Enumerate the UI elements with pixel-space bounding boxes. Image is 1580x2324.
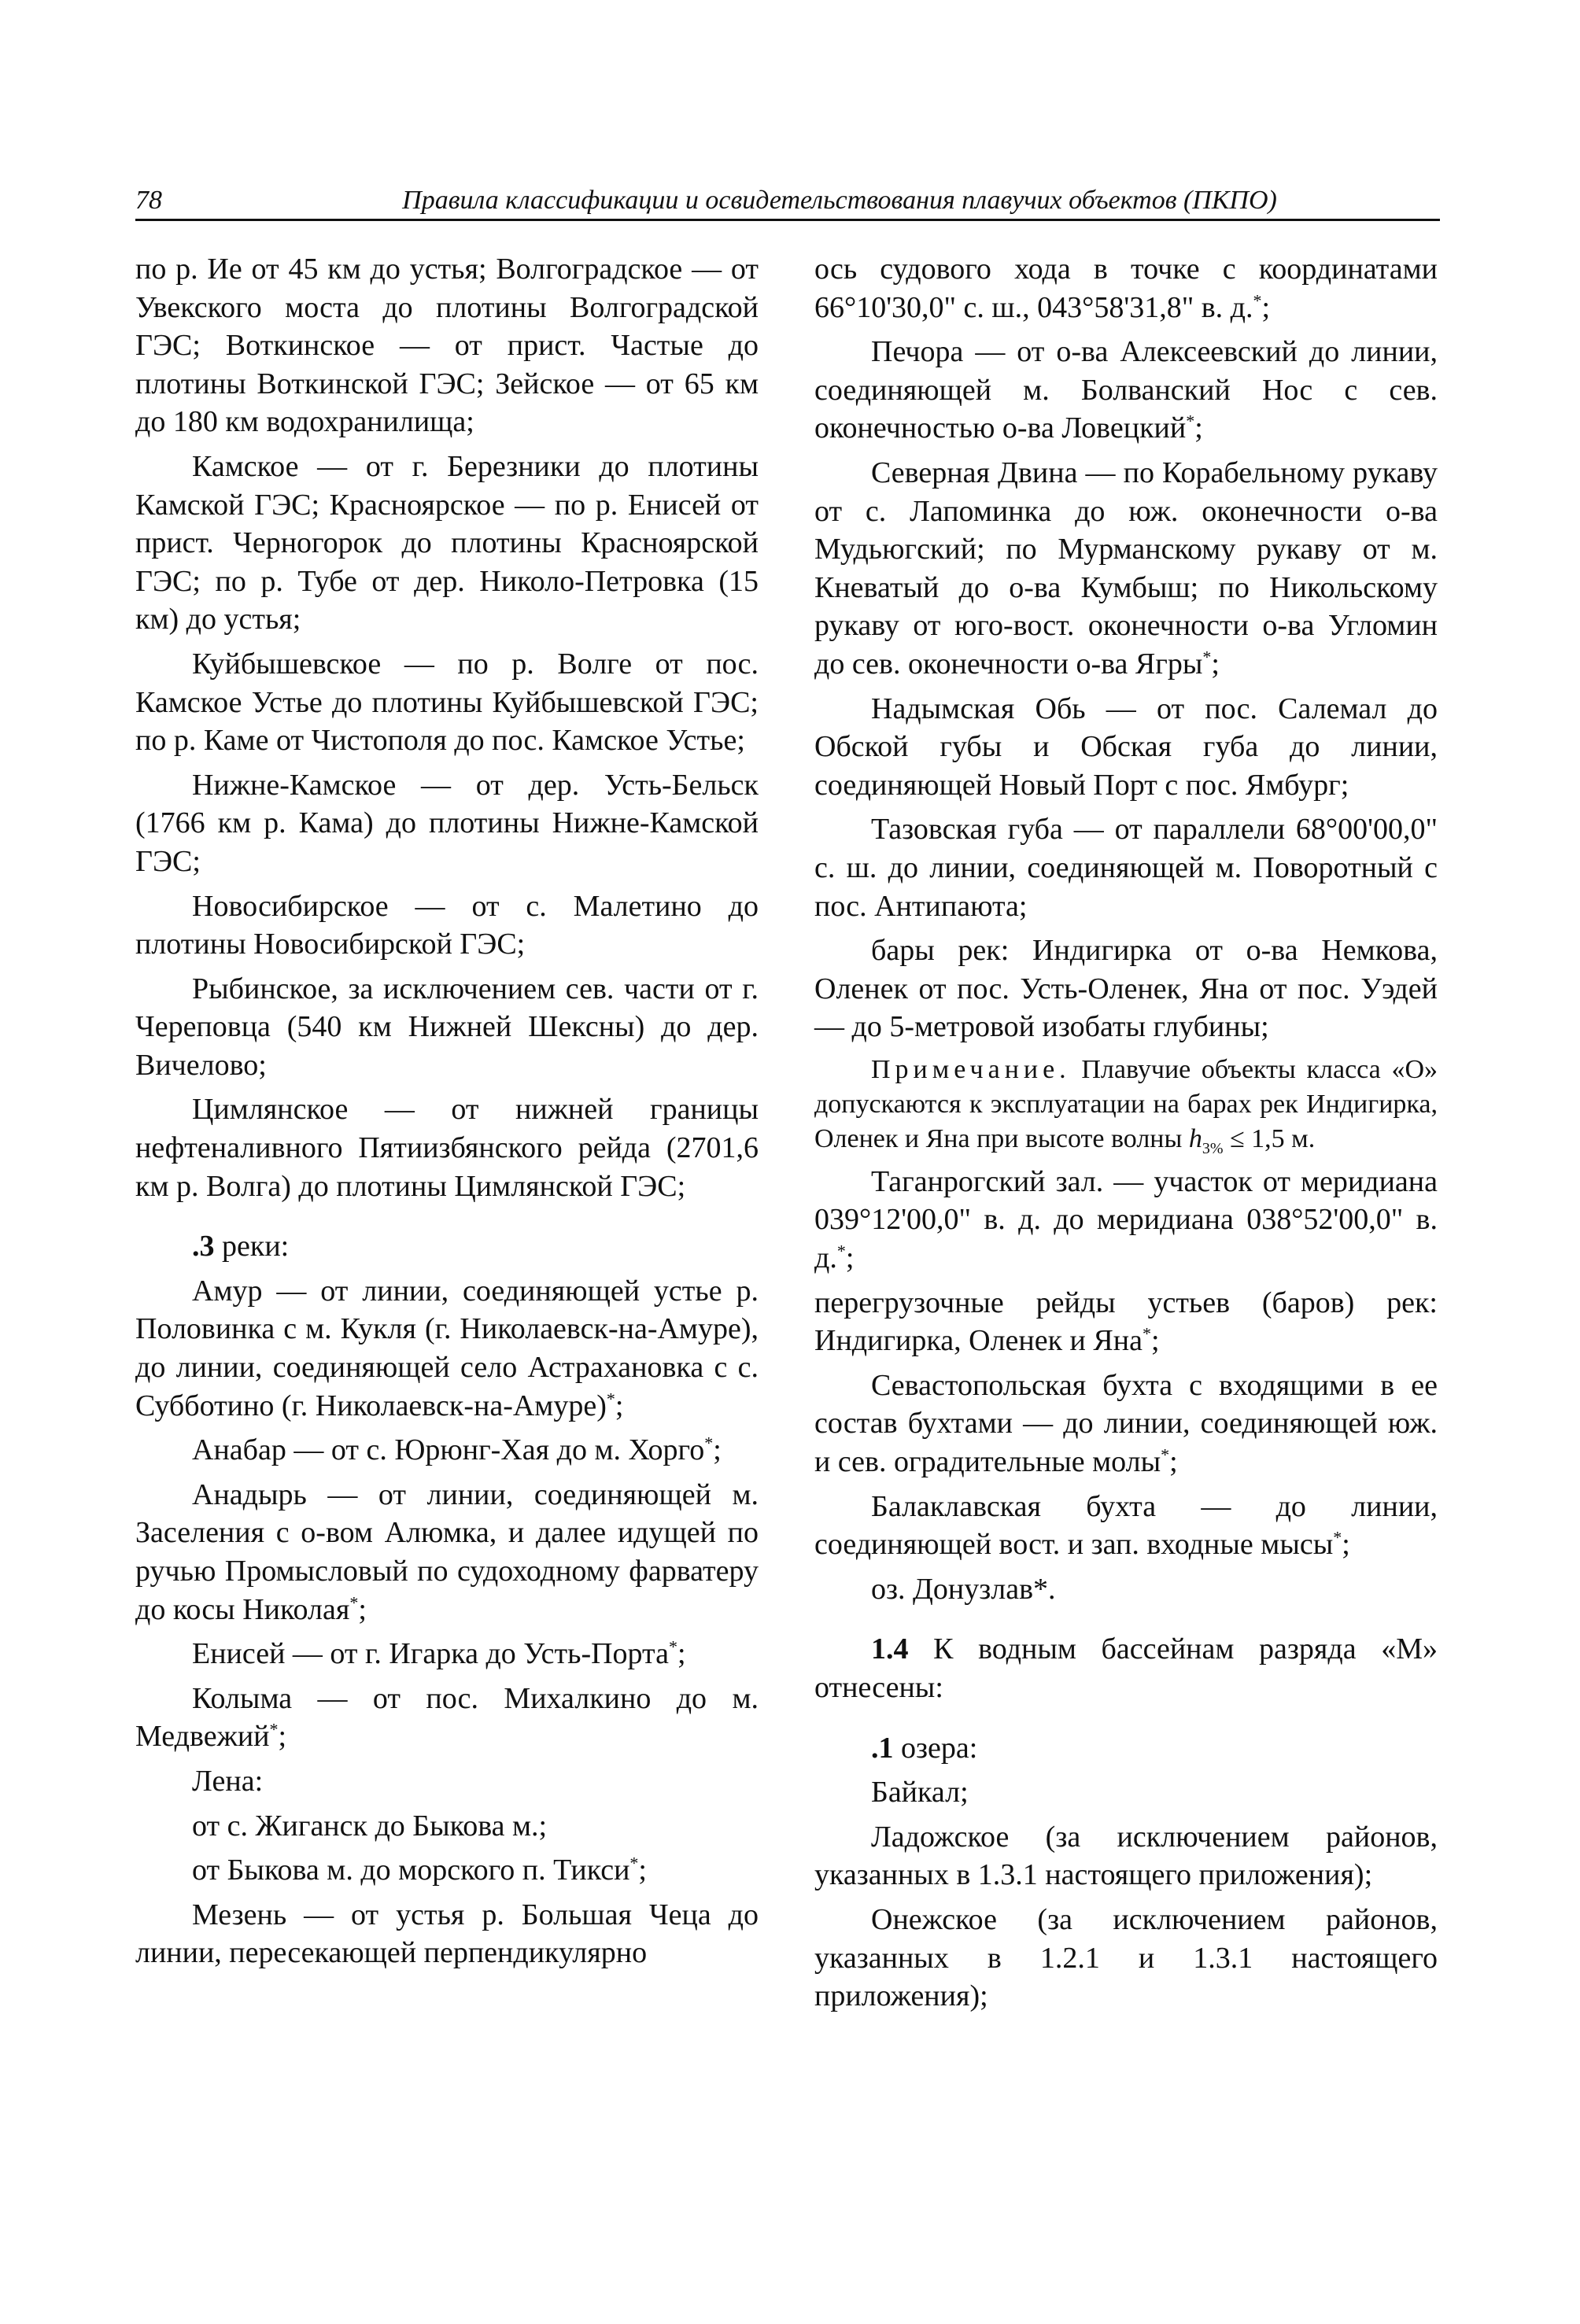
paragraph-kamskoe: Камское — от г. Березники до плотины Камской ГЭС; Красноярское — по р. Енисей от прист. Черногорок до плотины Красноярской ГЭС; по р. Тубе от дер. Николо-Петровка (15 км) до устья;	[135, 449, 759, 636]
paragraph-severnaya-dvina: Северная Двина — по Корабельному рукаву от с. Лапоминка до юж. оконечности о-ва Мудьюгский; по Мурманскому рукаву от м. Кневатый до о-ва Кумбыш; по Никольскому рукаву от юго-вост. оконечности о-ва Угломин до сев. оконечности о-ва Ягры*;	[814, 456, 1438, 681]
paragraph-taz: Тазовская губа — от параллели 68°00'00,0" с. ш. до линии, соединяющей м. Поворотный с пос. Антипаюта;	[814, 813, 1438, 923]
subsection-label: реки:	[214, 1230, 290, 1263]
left-column	[135, 250, 759, 1979]
paragraph-lena: Лена:	[192, 1764, 264, 1798]
paragraph-pechora: Печора — от о-ва Алексеевский до линии, соединяющей м. Болванский Нос с сев. оконечностью о-ва Ловецкий*;	[814, 335, 1438, 445]
right-column	[814, 250, 1438, 2022]
subsection-number: .1	[871, 1731, 894, 1765]
paragraph-bars: бары рек: Индигирка от о-ва Немкова, Оленек от пос. Усть-Оленек, Яна от пос. Уэдей — до 5-метровой изобаты глубины;	[814, 934, 1438, 1044]
subsection-number: .3	[192, 1230, 215, 1263]
paragraph-balaklava: Балаклавская бухта — до линии, соединяющей вост. и зап. входные мысы*;	[814, 1489, 1438, 1562]
paragraph-nadym: Надымская Обь — от пос. Салемал до Обской губы и Обская губа до линии, соединяющей Новый Порт с пос. Ямбург;	[814, 692, 1438, 802]
subsection-rivers	[135, 1227, 759, 1266]
paragraph-lena-2: от Быкова м. до морского п. Тикси*;	[192, 1853, 647, 1887]
running-header	[135, 183, 1440, 221]
paragraph-kolyma: Колыма — от пос. Михалкино до м. Медвежий*;	[135, 1681, 759, 1754]
paragraph-mezen-continued: ось судового хода в точке с координатами 66°10'30,0" с. ш., 043°58'31,8" в. д.*;	[814, 253, 1438, 324]
paragraph-baikal: Байкал;	[871, 1776, 969, 1809]
running-title: Правила классификации и освидетельствования плавучих объектов (ПКПО)	[402, 186, 1277, 215]
paragraph-mezen: Мезень — от устья р. Большая Чеца до линии, пересекающей перпендикулярно	[135, 1898, 759, 1970]
paragraph-volgograd: по р. Ие от 45 км до устья; Волгоградское — от Увекского моста до плотины Волгоградской ГЭС; Воткинское — от прист. Частые до плотины Воткинской ГЭС; Зейское — от 65 км до 180 км водохранилища;	[135, 253, 759, 439]
paragraph-taganrog: Таганрогский зал. — участок от меридиана 039°12'00,0" в. д. до меридиана 038°52'00,0" в. д.*;	[814, 1164, 1438, 1275]
note: Примечание. Плавучие объекты класса «О» допускаются к эксплуатации на барах рек Индигирка, Оленек и Яна при высоте волны $h_{3\%} \le 1,5$ м.	[814, 1054, 1438, 1157]
paragraph-amur: Амур — от линии, соединяющей устье р. Половинка с м. Кукля (г. Николаевск-на-Амуре), до линии, соединяющей село Астрахановка с с. Субботино (г. Николаевск-на-Амуре)*;	[135, 1274, 759, 1422]
section-1-4: 1.4 К водным бассейнам разряда «М» отнесены:	[814, 1632, 1438, 1704]
paragraph-nizhne-kamskoe: Нижне-Камское — от дер. Усть-Бельск (1766 км р. Кама) до плотины Нижне-Камской ГЭС;	[135, 768, 759, 878]
paragraph-tsimlyanskoe: Цимлянское — от нижней границы нефтеналивного Пятиизбянского рейда (2701,6 км р. Волга) до плотины Цимлянской ГЭС;	[135, 1093, 759, 1203]
paragraph-novosibirskoe: Новосибирское — от с. Малетино до плотины Новосибирской ГЭС;	[135, 889, 759, 961]
note-label: Примечание.	[871, 1054, 1071, 1084]
page-number: 78	[135, 186, 162, 215]
paragraph-sevastopol: Севастопольская бухта с входящими в ее состав бухтами — до линии, соединяющей юж. и сев. оградительные молы*;	[814, 1368, 1438, 1479]
paragraph-peregruz: перегрузочные рейды устьев (баров) рек: Индигирка, Оленек и Яна*;	[814, 1286, 1438, 1358]
paragraph-ladoga: Ладожское (за исключением районов, указанных в 1.3.1 настоящего приложения);	[814, 1820, 1438, 1892]
paragraph-anabar: Анабар — от с. Юрюнг-Хая до м. Хорго*;	[192, 1433, 722, 1467]
paragraph-donuzlav: оз. Донузлав*.	[871, 1572, 1056, 1606]
paragraph-lena-1: от с. Жиганск до Быкова м.;	[192, 1809, 548, 1843]
section-number: 1.4	[871, 1632, 909, 1666]
paragraph-anadyr: Анадырь — от линии, соединяющей м. Заселения с о-вом Алюмка, и далее идущей по ручью Промысловый по судоходному фарватеру до косы Николая*;	[135, 1477, 759, 1626]
paragraph-kuibyshevskoe: Куйбышевское — по р. Волге от пос. Камское Устье до плотины Куйбышевской ГЭС; по р. Каме от Чистополя до пос. Камское Устье;	[135, 647, 759, 758]
paragraph-onega: Онежское (за исключением районов, указанных в 1.2.1 и 1.3.1 настоящего приложения);	[814, 1902, 1438, 2013]
paragraph-enisey: Енисей — от г. Игарка до Усть-Порта*;	[192, 1636, 686, 1671]
paragraph-rybinskoe: Рыбинское, за исключением сев. части от г. Череповца (540 км Нижней Шексны) до дер. Вичелово;	[135, 972, 759, 1082]
subsection-lakes: .1 озера:	[871, 1731, 978, 1765]
